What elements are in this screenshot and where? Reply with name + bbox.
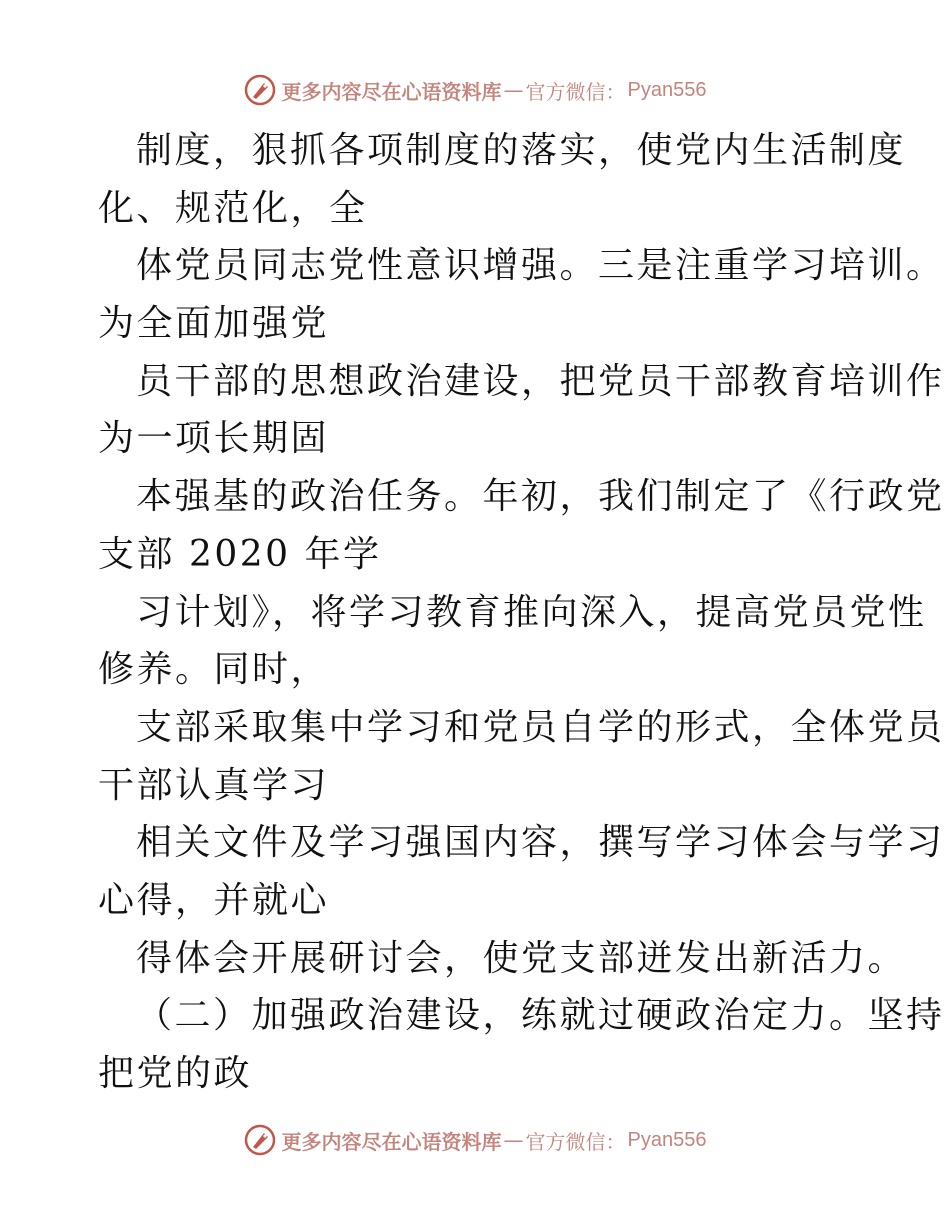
body-line: 习计划》，将学习教育推向深入，提高党员党性 <box>136 591 927 633</box>
body-line: 得体会开展研讨会，使党支部迸发出新活力。 <box>136 937 907 979</box>
body-line: 体党员同志党性意识增强。三是注重学习培训。 <box>136 245 945 287</box>
document-body <box>98 122 945 1103</box>
body-line: 支部采取集中学习和党员自学的形式，全体党员 <box>136 706 945 748</box>
body-line: 支部 2020 年学 <box>98 533 382 575</box>
body-line: 本强基的政治任务。年初，我们制定了《行政党 <box>136 476 945 518</box>
body-line: 修养。同时， <box>98 649 330 691</box>
body-line: 为全面加强党 <box>98 303 330 345</box>
banner-wechat-label: 官方微信： <box>525 79 626 104</box>
footer-banner <box>0 1120 950 1160</box>
body-line: 员干部的思想政治建设，把党员干部教育培训作 <box>136 360 945 402</box>
pen-nib-logo-icon <box>244 74 276 106</box>
body-line: 心得，并就心 <box>98 879 330 921</box>
body-line: 相关文件及学习强国内容，撰写学习体会与学习 <box>136 822 945 864</box>
body-line: 制度，狠抓各项制度的落实，使党内生活制度 <box>136 130 907 171</box>
banner-wechat-id: Pyan556 <box>627 78 707 101</box>
banner-wechat-label: 官方微信： <box>525 1129 626 1154</box>
body-line: （二）加强政治建设，练就过硬政治定力。坚持 <box>136 995 945 1037</box>
body-line: 为一项长期固 <box>98 418 330 460</box>
header-banner <box>0 70 950 110</box>
body-line: 把党的政 <box>98 1053 253 1094</box>
banner-main-text: 更多内容尽在心语资料库 <box>281 1129 502 1154</box>
pen-nib-logo-icon <box>244 1124 276 1156</box>
banner-main-text: 更多内容尽在心语资料库 <box>281 79 502 104</box>
banner-dash: — <box>503 1128 524 1152</box>
body-line: 化、规范化，全 <box>98 187 368 229</box>
banner-wechat-id: Pyan556 <box>627 1128 707 1151</box>
body-line: 干部认真学习 <box>98 764 330 806</box>
banner-dash: — <box>503 78 524 102</box>
